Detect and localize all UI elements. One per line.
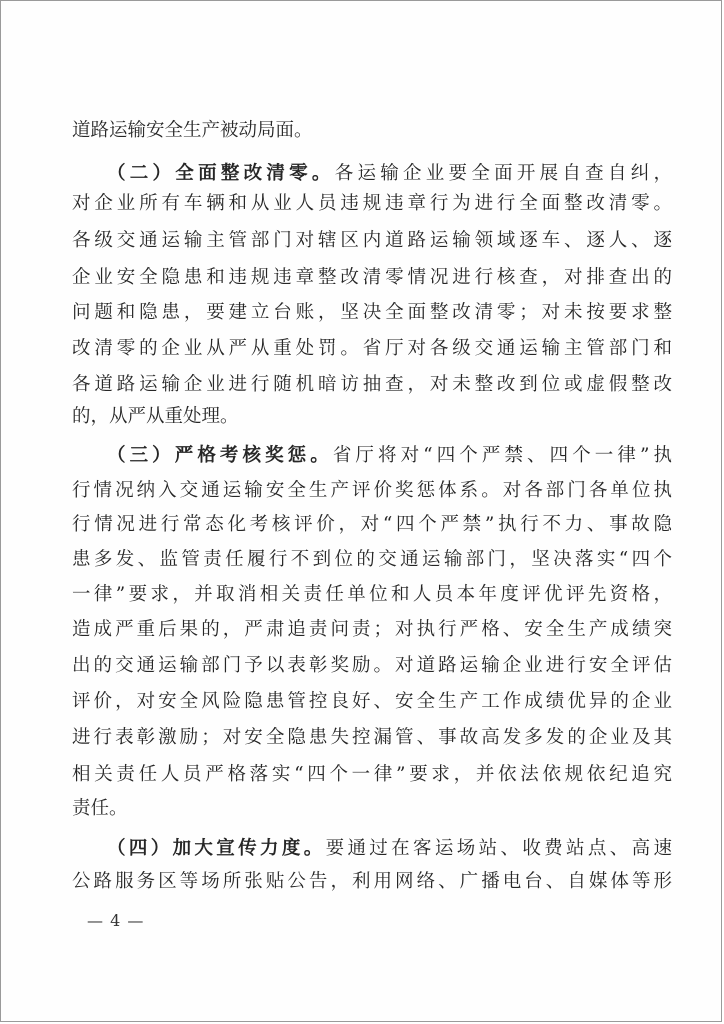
text-line: 评价，对安全风险隐患管控良好、安全生产工作成绩优异的企业: [72, 691, 672, 712]
text-line: 公路服务区等场所张贴公告，利用网络、广播电台、自媒体等形: [72, 871, 672, 892]
text-line: 行情况纳入交通运输安全生产评价奖惩体系。对各部门各单位执: [72, 480, 672, 501]
text-line: 改清零的企业从严从重处罚。省厅对各级交通运输主管部门和: [72, 338, 672, 359]
text-line: 企业安全隐患和违规违章整改清零情况进行核查，对排查出的: [72, 267, 672, 288]
text-line: 各道路运输企业进行随机暗访抽查，对未整改到位或虚假整改: [72, 374, 672, 395]
section-heading: （三）严格考核奖惩。: [107, 445, 333, 466]
section-heading-line: （三）严格考核奖惩。省厅将对“四个严禁、四个一律”执: [107, 445, 672, 466]
section-heading-line: （四）加大宣传力度。要通过在客运场站、收费站点、高速: [107, 838, 672, 859]
text-line: 问题和隐患，要建立台账，坚决全面整改清零；对未按要求整: [72, 302, 672, 323]
text-line: 相关责任人员严格落实“四个一律”要求，并依法依规依纪追究: [72, 764, 672, 785]
section-heading: （四）加大宣传力度。: [107, 838, 326, 859]
section-heading: （二）全面整改清零。: [107, 163, 335, 184]
text-line: 对企业所有车辆和从业人员违规违章行为进行全面整改清零。: [72, 193, 672, 214]
text-line: 造成严重后果的，严肃追责问责；对执行严格、安全生产成绩突: [72, 619, 672, 640]
page-number: — 4 —: [87, 911, 145, 930]
text-line: 出的交通运输部门予以表彰奖励。对道路运输企业进行安全评估: [72, 655, 672, 676]
text-line: 的，从严从重处理。: [72, 406, 239, 427]
text-line: 一律”要求，并取消相关责任单位和人员本年度评优评先资格，: [72, 584, 672, 605]
text-line: 患多发、监管责任履行不到位的交通运输部门，坚决落实“四个: [72, 549, 672, 570]
section-heading-line: （二）全面整改清零。各运输企业要全面开展自查自纠，: [107, 163, 672, 184]
text-line: 道路运输安全生产被动局面。: [72, 120, 313, 141]
text-line: 责任。: [72, 798, 128, 819]
text-line: 进行表彰激励；对安全隐患失控漏管、事故高发多发的企业及其: [72, 727, 672, 748]
text-line: 行情况进行常态化考核评价，对“四个严禁”执行不力、事故隐: [72, 514, 672, 535]
text-line: 各级交通运输主管部门对辖区内道路运输领域逐车、逐人、逐: [72, 230, 672, 251]
